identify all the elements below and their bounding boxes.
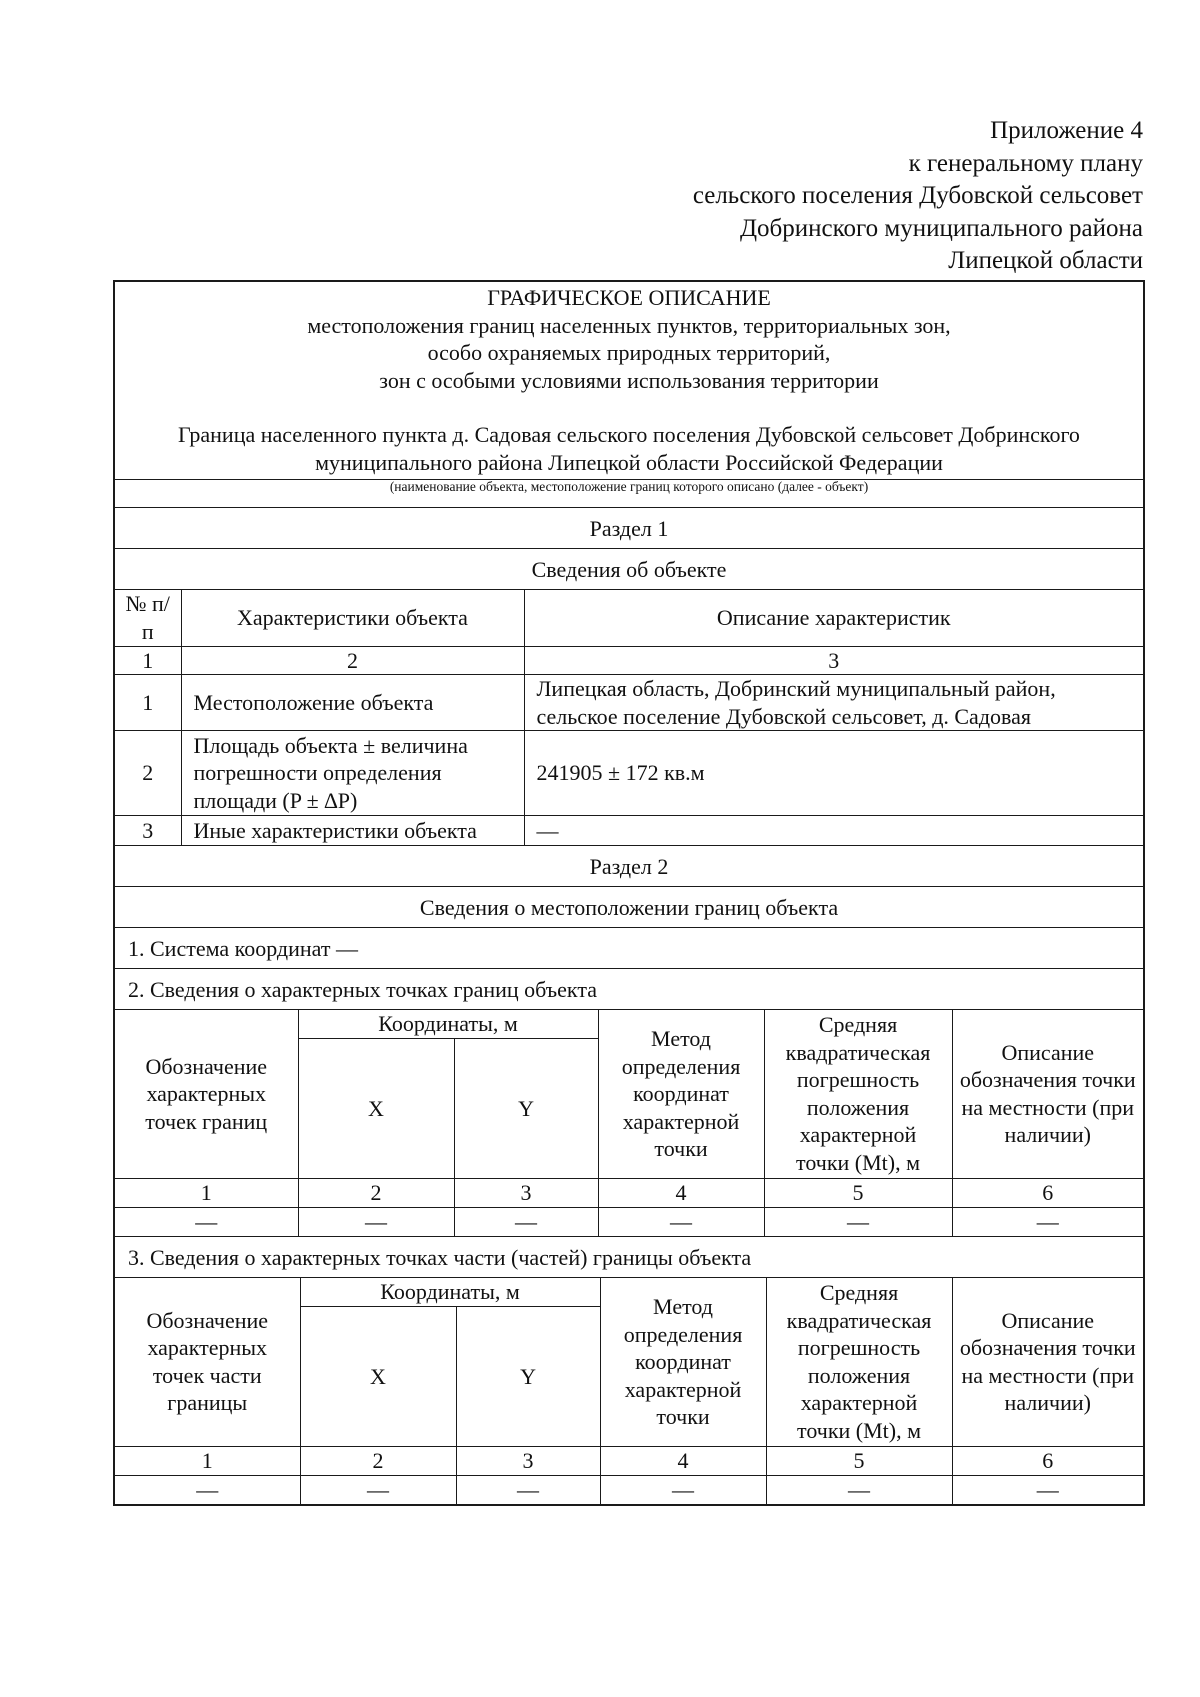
object-info-table [115,590,1143,846]
col-number: 6 [952,1179,1143,1208]
empty-cell: — [598,1208,764,1236]
empty-cell: — [115,1208,298,1236]
row-num: 1 [115,675,181,731]
section2-title: Раздел 2 [115,846,1143,887]
boundary-points-table [115,1010,1143,1237]
col-number: 4 [598,1179,764,1208]
col-header-coordinates: Координаты, м [300,1278,600,1307]
section1-title: Раздел 1 [115,508,1143,549]
row-num: 2 [115,731,181,816]
empty-cell: — [298,1208,454,1236]
empty-cell: — [952,1208,1143,1236]
row-name: Площадь объекта ± величина погрешности определения площади (P ± ∆P) [181,731,524,816]
col-header-description: Описание характеристик [524,590,1143,646]
boundary-parts-table [115,1278,1143,1504]
col-number: 3 [454,1179,598,1208]
empty-cell: — [600,1476,766,1504]
col-header-y: Y [454,1039,598,1179]
row-num: 3 [115,816,181,845]
col-number: 1 [115,1447,300,1476]
col-header-error: Средняя квадратическая погрешность положения характерной точки (Mt), м [766,1278,952,1447]
empty-cell: — [764,1208,952,1236]
col-header-num: № п/п [115,590,181,646]
object-caption: (наименование объекта, местоположение границ которого описано (далее - объект) [115,480,1143,508]
appendix-line: Приложение 4 [990,117,1143,144]
col-header-y: Y [456,1307,600,1447]
empty-cell: — [115,1476,300,1504]
row-value: — [524,816,1143,845]
col-header-point-designation: Обозначение характерных точек границ [115,1010,298,1179]
col-number: 5 [764,1179,952,1208]
section2-subtitle: Сведения о местоположении границ объекта [115,887,1143,928]
coordinate-system: 1. Система координат — [115,928,1143,969]
object-name: Граница населенного пункта д. Садовая сельского поселения Дубовской сельсовет Добринского [178,422,1080,447]
table-row [115,1476,1143,1504]
col-number: 4 [600,1447,766,1476]
document-frame [113,280,1145,1506]
document-title: ГРАФИЧЕСКОЕ ОПИСАНИЕ [487,285,771,310]
empty-cell: — [952,1476,1143,1504]
row-name: Местоположение объекта [181,675,524,731]
col-header-point-description: Описание обозначения точки на местности (при наличии) [952,1010,1143,1179]
empty-cell: — [300,1476,456,1504]
col-header-point-description: Описание обозначения точки на местности (при наличии) [952,1278,1143,1447]
col-number: 3 [456,1447,600,1476]
table-row [115,675,1143,731]
col-number: 3 [524,646,1143,675]
empty-cell: — [454,1208,598,1236]
col-header-coordinates: Координаты, м [298,1010,598,1039]
col-number: 5 [766,1447,952,1476]
document-subtitle: местоположения границ населенных пунктов, территориальных зон, [307,312,951,338]
document-subtitle: зон с особыми условиями использования территории [379,367,879,393]
col-number: 1 [115,646,181,675]
points-section-title: 2. Сведения о характерных точках границ объекта [115,969,1143,1010]
empty-cell: — [456,1476,600,1504]
appendix-line: сельского поселения Дубовской сельсовет [692,182,1143,209]
table-row [115,731,1143,816]
col-header-x: X [298,1039,454,1179]
table-row [115,816,1143,845]
appendix-line: Липецкой области [948,247,1143,274]
col-number: 2 [298,1179,454,1208]
row-value: 241905 ± 172 кв.м [524,731,1143,816]
col-header-characteristics: Характеристики объекта [181,590,524,646]
empty-cell: — [766,1476,952,1504]
document-header [115,282,1143,480]
document-subtitle: особо охраняемых природных территорий, [427,340,831,365]
section1-subtitle: Сведения об объекте [115,549,1143,590]
appendix-header [693,115,1143,278]
col-header-x: X [300,1307,456,1447]
col-number: 6 [952,1447,1143,1476]
col-header-method: Метод определения координат характерной точки [600,1278,766,1447]
appendix-line: Добринского муниципального района [739,214,1143,242]
col-number: 1 [115,1179,298,1208]
col-header-point-designation: Обозначение характерных точек части границы [115,1278,300,1447]
row-value: Липецкая область, Добринский муниципальный район, сельское поселение Дубовской сельсовет, д. Садовая [524,675,1143,731]
row-name: Иные характеристики объекта [181,816,524,845]
object-name: муниципального района Липецкой области Российской Федерации [315,450,943,475]
col-number: 2 [181,646,524,675]
col-header-method: Метод определения координат характерной точки [598,1010,764,1179]
col-number: 2 [300,1447,456,1476]
parts-section-title: 3. Сведения о характерных точках части (частей) границы объекта [115,1237,1143,1278]
col-header-error: Средняя квадратическая погрешность положения характерной точки (Mt), м [764,1010,952,1179]
table-row [115,1208,1143,1236]
appendix-line: к генеральному плану [908,149,1143,177]
